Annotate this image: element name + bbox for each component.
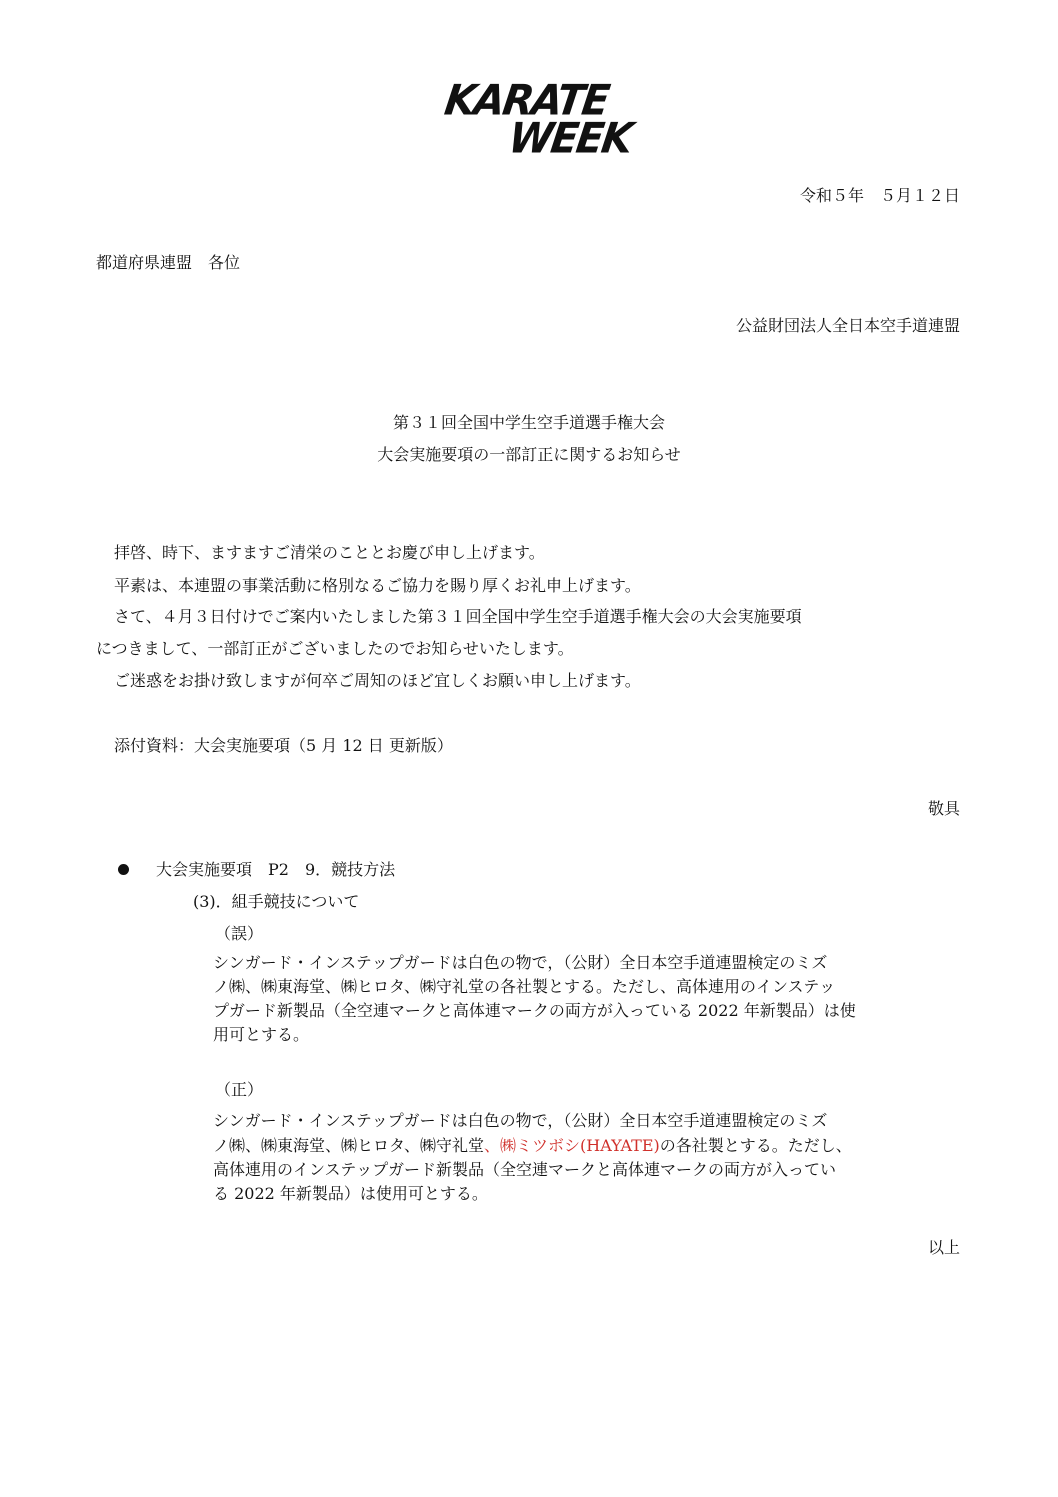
correct-text-segment: ノ㈱、㈱東海堂、㈱ヒロタ、㈱守礼堂 (213, 1136, 485, 1155)
body-paragraph-2: 平素は、本連盟の事業活動に格別なるご協力を賜り厚くお礼申上げます。 (114, 576, 641, 595)
wrong-label: （誤） (215, 924, 264, 943)
section-heading: 大会実施要項 P2 9．競技方法 (156, 860, 396, 879)
section-subheading: (3)．組手競技について (193, 892, 360, 911)
body-paragraph-3: さて、４月３日付けでご案内いたしました第３１回全国中学生空手道選手権大会の大会実施要項 (114, 607, 802, 626)
wrong-text-line: プガード新製品（全空連マークと高体連マークの両方が入っている 2022 年新製品）は使 (213, 1001, 856, 1020)
title-line-1: 第３１回全国中学生空手道選手権大会 (392, 413, 665, 432)
correct-text-segment: の各社製とする。ただし、 (659, 1136, 852, 1155)
wrong-text-line: シンガード・インステップガードは白色の物で，（公財）全日本空手道連盟検定のミズ (213, 953, 828, 972)
logo-line-karate: KARATE (441, 76, 611, 126)
bullet-icon (118, 864, 129, 875)
correct-text-line: る 2022 年新製品）は使用可とする。 (213, 1184, 488, 1203)
correct-text-line: シンガード・インステップガードは白色の物で，（公財）全日本空手道連盟検定のミズ (213, 1111, 828, 1130)
body-paragraph-1: 拝啓、時下、ますますご清栄のこととお慶び申し上げます。 (114, 543, 545, 562)
correction-highlight: 、㈱ミツボシ(HAYATE) (484, 1136, 660, 1155)
logo-line-week: WEEK (505, 114, 635, 164)
sender: 公益財団法人全日本空手道連盟 (735, 316, 960, 335)
body-paragraph-4: ご迷惑をお掛け致しますが何卒ご周知のほど宜しくお願い申し上げます。 (114, 671, 641, 690)
closing-keigu: 敬具 (927, 799, 960, 818)
end-mark: 以上 (927, 1238, 960, 1257)
body-paragraph-3-continued: につきまして、一部訂正がございましたのでお知らせいたします。 (96, 639, 574, 658)
correct-text-line: 高体連用のインステップガード新製品（全空連マークと高体連マークの両方が入ってい (213, 1160, 837, 1179)
title-line-2: 大会実施要項の一部訂正に関するお知らせ (377, 445, 681, 464)
wrong-text-line: ノ㈱、㈱東海堂、㈱ヒロタ、㈱守礼堂の各社製とする。ただし、高体連用のインステッ (213, 977, 836, 996)
karate-week-logo (440, 76, 635, 164)
correct-label: （正） (215, 1080, 264, 1099)
addressee: 都道府県連盟 各位 (96, 253, 241, 272)
attachment-note: 添付資料：大会実施要項（5 月 12 日 更新版） (114, 736, 453, 755)
document-date: 令和５年 ５月１２日 (799, 186, 960, 205)
wrong-text-line: 用可とする。 (213, 1025, 310, 1044)
correct-text-line (213, 1136, 852, 1155)
